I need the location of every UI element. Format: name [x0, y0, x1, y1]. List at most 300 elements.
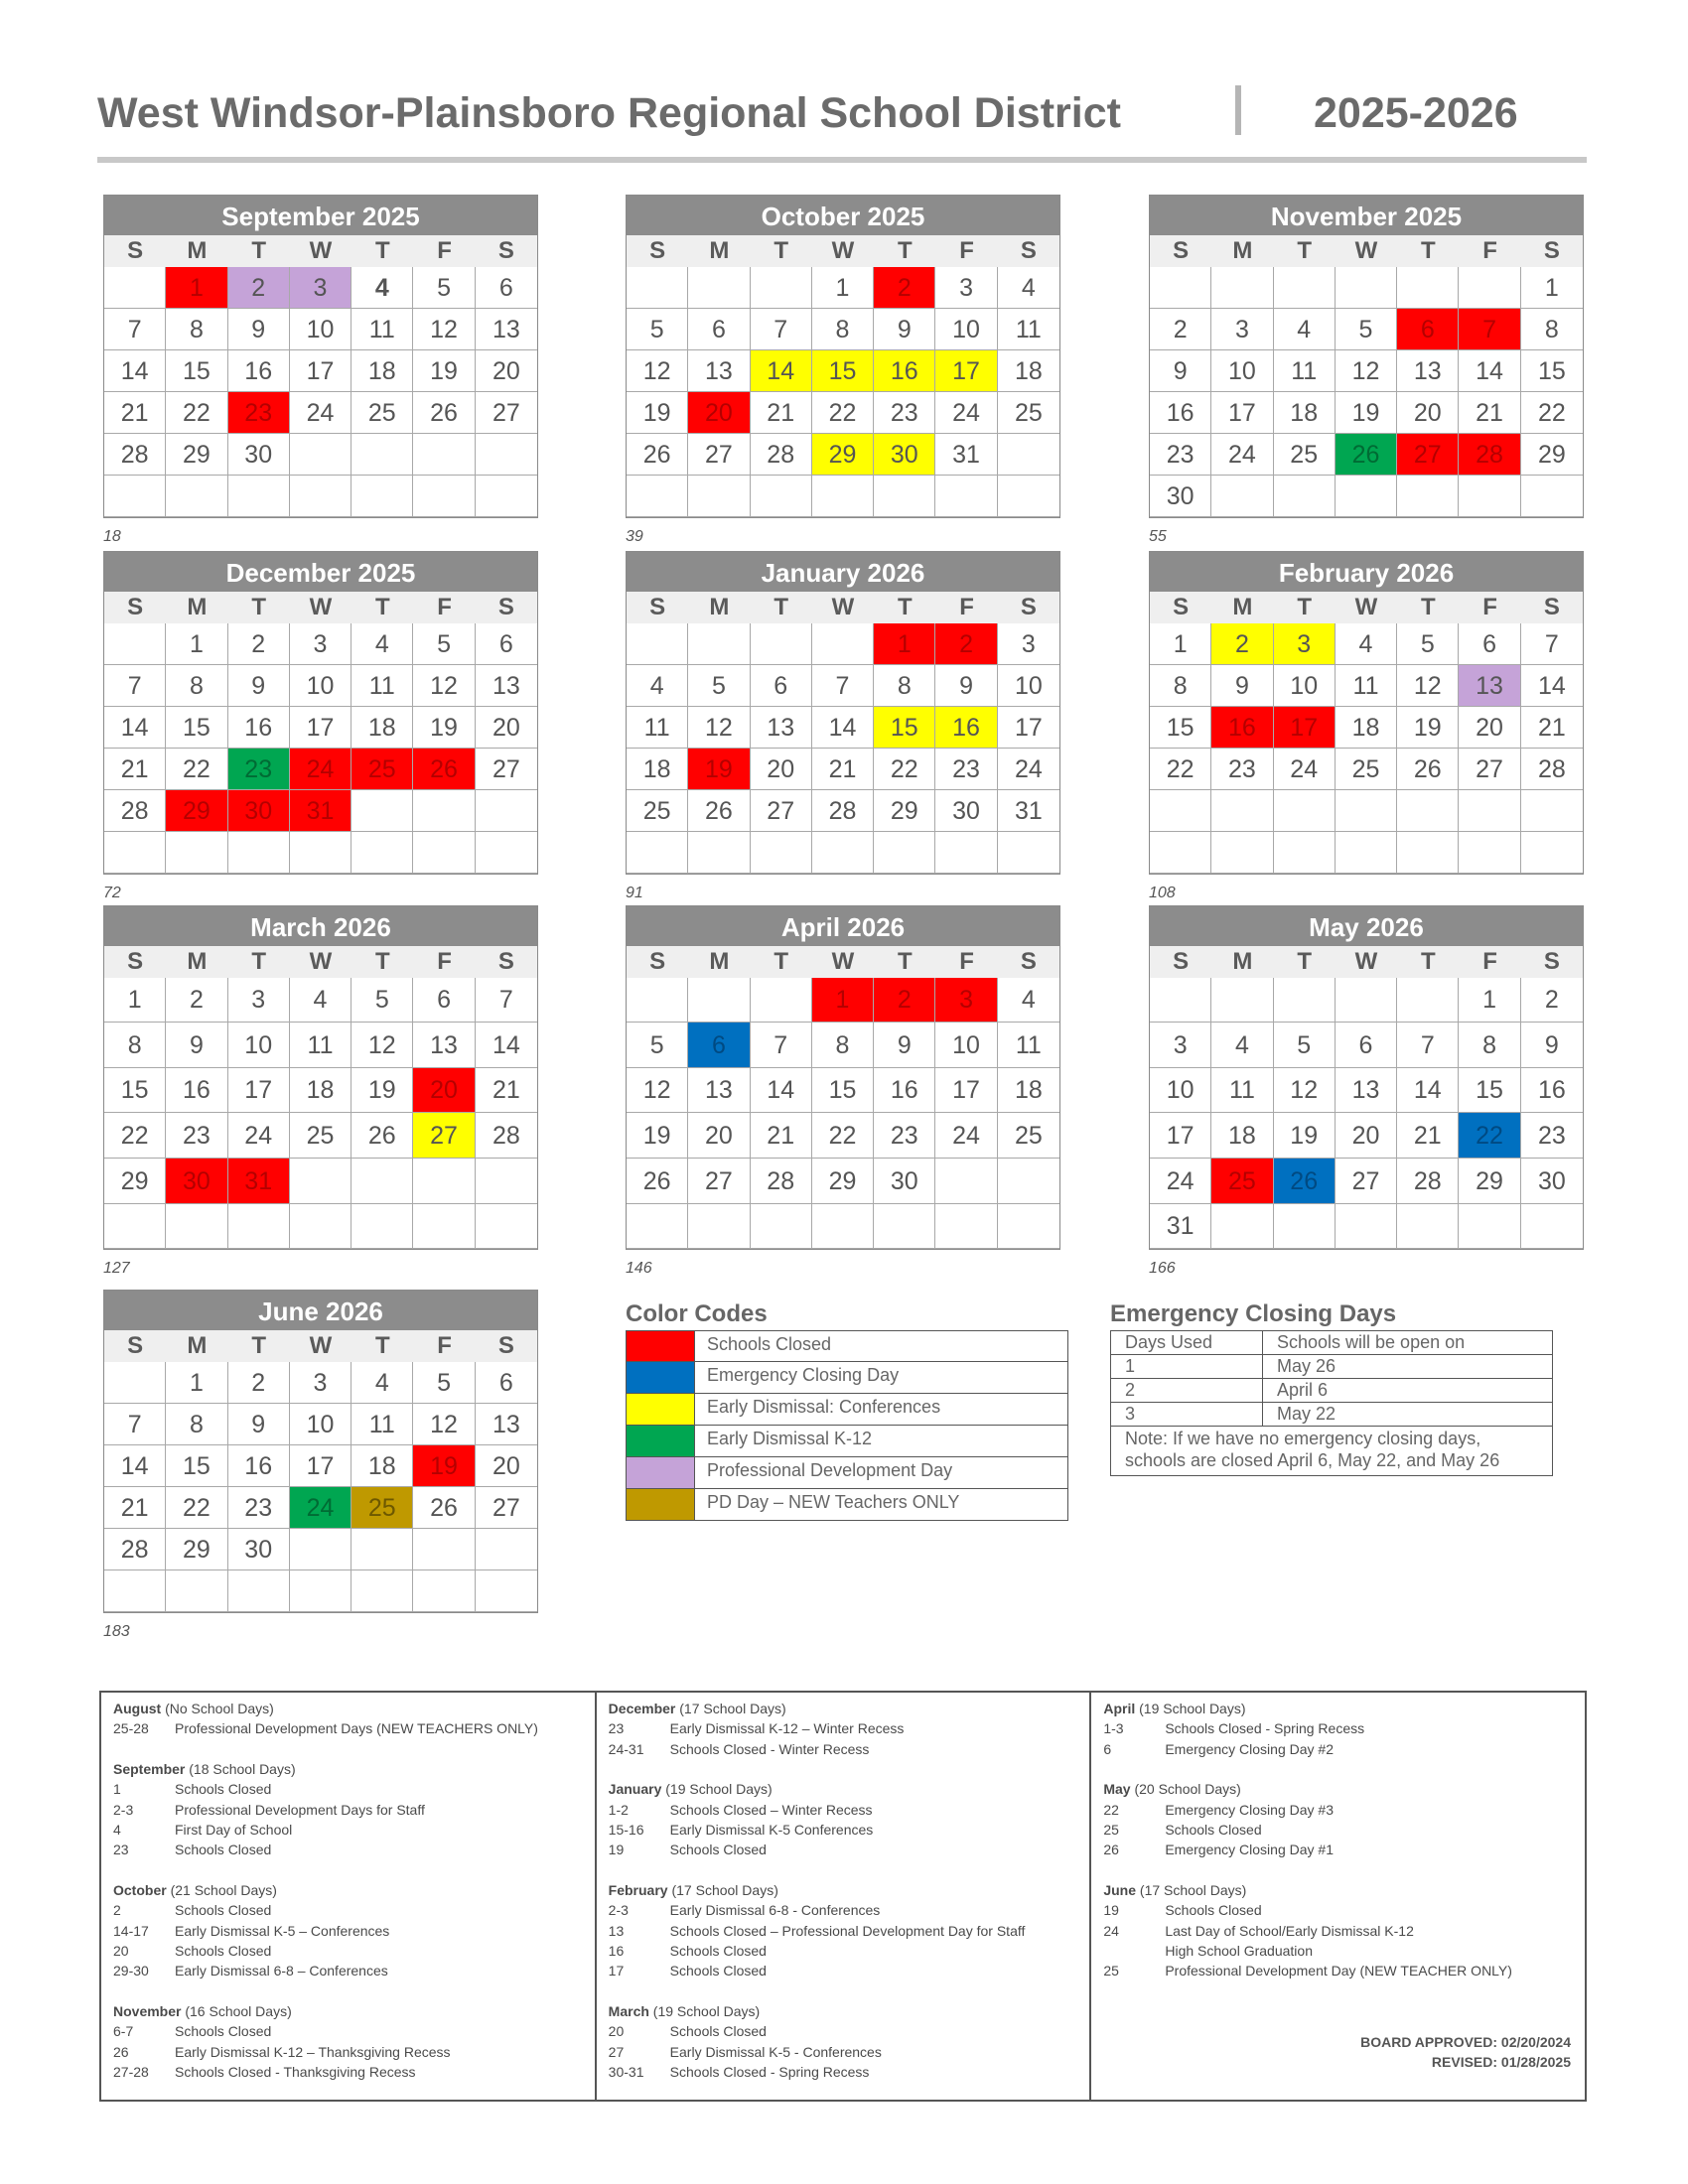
approval-stamp [1360, 2032, 1571, 2072]
weekday-label: T [374, 237, 390, 264]
cumulative-school-days: 39 [626, 528, 643, 545]
schedule-description: Schools Closed [175, 1902, 272, 1919]
schedule-description: Schools Closed [669, 1963, 767, 1979]
day-cell: 19 [1397, 707, 1459, 749]
day-cell: 27 [413, 1113, 475, 1159]
schedule-day-count: (21 School Days) [170, 1881, 277, 1898]
weekday-header [1150, 235, 1583, 267]
day-cell: 14 [104, 1445, 166, 1487]
days-used-value: 2 [1111, 1379, 1263, 1402]
day-cell: 27 [688, 434, 750, 476]
schedule-month-heading [1103, 1880, 1573, 1900]
day-cell: 17 [290, 707, 352, 749]
header-rule [97, 157, 1587, 163]
day-cell: 25 [1211, 1159, 1273, 1204]
weekday-header [104, 592, 537, 623]
day-cell: 5 [352, 978, 413, 1023]
day-cell: 9 [228, 309, 290, 350]
weekday-label: F [437, 948, 452, 975]
schedule-date: 25-28 [113, 1720, 149, 1737]
schedule-month-name: September [113, 1760, 186, 1777]
empty-cell [812, 832, 874, 874]
day-cell: 16 [228, 707, 290, 749]
day-cell: 18 [1274, 392, 1336, 434]
weekday-label: F [437, 594, 452, 620]
day-cell: 21 [1521, 707, 1583, 749]
day-cell: 31 [228, 1159, 290, 1204]
empty-cell [1336, 267, 1397, 309]
day-grid [627, 978, 1059, 1249]
schedule-column [597, 1693, 1092, 2100]
weekday-label: W [831, 594, 855, 620]
day-cell: 15 [1459, 1068, 1520, 1113]
day-cell: 19 [352, 1068, 413, 1113]
day-cell: 5 [627, 309, 688, 350]
day-cell: 12 [627, 1068, 688, 1113]
schedule-date: 15-16 [608, 1822, 644, 1839]
day-cell: 5 [1336, 309, 1397, 350]
empty-cell [413, 832, 475, 874]
day-cell: 13 [476, 665, 537, 707]
empty-cell [627, 978, 688, 1023]
month-title: January 2026 [627, 552, 1059, 592]
day-cell: 16 [228, 1445, 290, 1487]
schedule-entry [113, 1779, 583, 1799]
day-cell: 5 [1397, 623, 1459, 665]
day-cell: 4 [352, 623, 413, 665]
day-cell: 22 [812, 1113, 874, 1159]
schedule-day-count: (17 School Days) [671, 1881, 778, 1898]
day-cell: 17 [1274, 707, 1336, 749]
empty-cell [1150, 832, 1211, 874]
day-cell: 12 [627, 350, 688, 392]
day-cell: 11 [1274, 350, 1336, 392]
day-cell: 10 [1150, 1068, 1211, 1113]
schedule-day-count: (20 School Days) [1134, 1781, 1241, 1798]
day-cell: 22 [1459, 1113, 1520, 1159]
schedule-date: 23 [608, 1720, 625, 1737]
cumulative-school-days: 18 [103, 528, 121, 545]
emergency-row [1111, 1355, 1552, 1379]
day-cell: 6 [413, 978, 475, 1023]
day-cell: 15 [1150, 707, 1211, 749]
schedule-entry [113, 1718, 583, 1738]
day-grid [104, 978, 537, 1249]
empty-cell [751, 623, 812, 665]
weekday-label: T [374, 948, 390, 975]
empty-cell [290, 476, 352, 517]
day-cell: 23 [1150, 434, 1211, 476]
day-cell: 4 [352, 267, 413, 309]
schedule-entry [113, 1800, 583, 1820]
weekday-header [627, 235, 1059, 267]
schedule-date: 2-3 [113, 1801, 134, 1818]
weekday-label: S [497, 594, 514, 620]
day-cell: 20 [751, 749, 812, 790]
day-cell: 16 [1150, 392, 1211, 434]
schedule-entry [113, 2062, 583, 2082]
day-cell: 17 [1150, 1113, 1211, 1159]
emergency-row [1111, 1403, 1552, 1427]
day-cell: 16 [935, 707, 997, 749]
schedule-date: 30-31 [608, 2064, 644, 2081]
empty-cell [1521, 832, 1583, 874]
schedule-description: Early Dismissal K-5 – Conferences [175, 1922, 390, 1939]
month-january-2026 [626, 551, 1060, 875]
month-may-2026 [1149, 905, 1584, 1250]
day-cell: 22 [166, 392, 227, 434]
day-cell: 27 [476, 392, 537, 434]
weekday-label: W [1354, 594, 1378, 620]
weekday-label: S [1543, 948, 1560, 975]
weekday-label: F [959, 948, 974, 975]
day-cell: 3 [1211, 309, 1273, 350]
weekday-label: M [187, 948, 208, 975]
day-cell: 29 [812, 434, 874, 476]
schedule-month-heading [113, 1759, 583, 1779]
day-cell: 4 [352, 1362, 413, 1404]
empty-cell [998, 1159, 1059, 1204]
day-cell: 24 [228, 1113, 290, 1159]
empty-cell [688, 267, 750, 309]
day-cell: 16 [228, 350, 290, 392]
weekday-label: M [187, 1332, 208, 1359]
day-cell: 7 [751, 309, 812, 350]
empty-cell [476, 832, 537, 874]
schedule-day-count: (17 School Days) [679, 1701, 786, 1716]
emergency-table [1110, 1330, 1553, 1476]
month-title: May 2026 [1150, 906, 1583, 946]
day-cell: 9 [228, 1404, 290, 1445]
empty-cell [1274, 978, 1336, 1023]
schedule-entry [609, 1820, 1078, 1840]
day-cell: 26 [1336, 434, 1397, 476]
schedule-description: Schools Closed – Winter Recess [669, 1801, 873, 1818]
legend-item [626, 1362, 1068, 1394]
day-cell: 27 [751, 790, 812, 832]
empty-cell [413, 1529, 475, 1570]
empty-cell [1459, 267, 1520, 309]
day-cell: 4 [627, 665, 688, 707]
empty-cell [1211, 790, 1273, 832]
day-grid [104, 1362, 537, 1612]
weekday-label: T [897, 594, 913, 620]
day-cell: 24 [290, 749, 352, 790]
schedule-description: Emergency Closing Day #3 [1165, 1801, 1334, 1818]
day-cell: 2 [228, 623, 290, 665]
day-cell: 17 [1211, 392, 1273, 434]
empty-cell [627, 1204, 688, 1249]
day-cell: 5 [627, 1023, 688, 1068]
day-cell: 2 [228, 1362, 290, 1404]
schedule-entry [113, 2021, 583, 2041]
day-cell: 27 [1397, 434, 1459, 476]
days-used-value: 3 [1111, 1403, 1263, 1426]
day-cell: 21 [751, 1113, 812, 1159]
day-cell: 6 [1397, 309, 1459, 350]
schedule-description: Emergency Closing Day #2 [1165, 1740, 1334, 1757]
schedule-date: 20 [113, 1943, 129, 1960]
day-cell: 24 [1211, 434, 1273, 476]
schedule-month [609, 1779, 1078, 1860]
empty-cell [1211, 832, 1273, 874]
day-cell: 1 [1150, 623, 1211, 665]
emergency-closing-days [1110, 1300, 1553, 1476]
schedule-entry [609, 1840, 1078, 1859]
day-cell: 2 [874, 267, 935, 309]
month-title: September 2025 [104, 196, 537, 235]
empty-cell [751, 978, 812, 1023]
day-cell: 8 [874, 665, 935, 707]
day-cell: 1 [104, 978, 166, 1023]
schedule-description: Last Day of School/Early Dismissal K-12 [1165, 1922, 1414, 1939]
month-title: April 2026 [627, 906, 1059, 946]
empty-cell [688, 623, 750, 665]
weekday-label: M [709, 237, 730, 264]
legend-label: Early Dismissal: Conferences [707, 1397, 941, 1417]
day-cell: 20 [688, 1113, 750, 1159]
empty-cell [812, 1204, 874, 1249]
day-cell: 27 [476, 1487, 537, 1529]
schedule-description: Schools Closed - Winter Recess [669, 1740, 870, 1757]
day-cell: 10 [228, 1023, 290, 1068]
day-cell: 12 [352, 1023, 413, 1068]
weekday-label: S [497, 948, 514, 975]
weekday-label: M [1232, 594, 1253, 620]
empty-cell [812, 623, 874, 665]
weekday-header [104, 235, 537, 267]
day-cell: 27 [476, 749, 537, 790]
weekday-label: S [127, 237, 144, 264]
day-cell: 11 [352, 1404, 413, 1445]
empty-cell [290, 1570, 352, 1612]
schedule-date: 13 [608, 1922, 625, 1939]
empty-cell [104, 1362, 166, 1404]
day-cell: 18 [352, 707, 413, 749]
empty-cell [1336, 978, 1397, 1023]
schedule-date: 22 [1103, 1801, 1119, 1818]
open-on-value: May 26 [1277, 1356, 1336, 1376]
empty-cell [1397, 267, 1459, 309]
empty-cell [290, 434, 352, 476]
day-cell: 4 [1336, 623, 1397, 665]
schedule-entry [1103, 1900, 1573, 1920]
schedule-month-name: October [113, 1881, 167, 1898]
day-cell: 5 [413, 623, 475, 665]
district-title: West Windsor-Plainsboro Regional School District [97, 89, 1121, 137]
day-cell: 19 [1274, 1113, 1336, 1159]
month-june-2026 [103, 1290, 538, 1613]
schedule-day-count: (17 School Days) [1139, 1881, 1247, 1898]
empty-cell [1336, 1204, 1397, 1249]
empty-cell [874, 476, 935, 517]
day-cell: 22 [104, 1113, 166, 1159]
day-cell: 22 [1521, 392, 1583, 434]
empty-cell [1336, 476, 1397, 517]
day-cell: 13 [1459, 665, 1520, 707]
day-cell: 26 [688, 790, 750, 832]
weekday-label: F [1482, 594, 1497, 620]
day-cell: 28 [104, 1529, 166, 1570]
day-grid [627, 267, 1059, 517]
cumulative-school-days: 183 [103, 1623, 130, 1640]
empty-cell [166, 476, 227, 517]
cumulative-school-days: 55 [1149, 528, 1167, 545]
weekday-header [104, 946, 537, 978]
schedule-month-name: February [608, 1881, 668, 1898]
schedule-date: 25 [1103, 1822, 1119, 1839]
legend-item [626, 1330, 1068, 1362]
schedule-entry [113, 1941, 583, 1961]
empty-cell [352, 434, 413, 476]
emergency-header-row [1111, 1331, 1552, 1355]
day-cell: 8 [812, 1023, 874, 1068]
day-cell: 6 [476, 267, 537, 309]
empty-cell [1397, 832, 1459, 874]
day-cell: 12 [1274, 1068, 1336, 1113]
day-cell: 28 [812, 790, 874, 832]
schedule-entry [1103, 1921, 1573, 1941]
weekday-label: M [1232, 237, 1253, 264]
schedule-description: Schools Closed [669, 1943, 767, 1960]
empty-cell [1274, 1204, 1336, 1249]
day-cell: 8 [104, 1023, 166, 1068]
weekday-label: S [649, 948, 666, 975]
schedule-date: 1 [113, 1781, 121, 1798]
day-cell: 7 [104, 1404, 166, 1445]
day-cell: 12 [413, 665, 475, 707]
legend-swatch [627, 1362, 695, 1393]
day-cell: 12 [1397, 665, 1459, 707]
weekday-label: W [1354, 948, 1378, 975]
day-cell: 30 [874, 434, 935, 476]
weekday-header [104, 1330, 537, 1362]
day-cell: 25 [998, 392, 1059, 434]
day-cell: 1 [874, 623, 935, 665]
day-cell: 23 [935, 749, 997, 790]
day-cell: 18 [627, 749, 688, 790]
day-cell: 11 [1336, 665, 1397, 707]
day-cell: 10 [935, 309, 997, 350]
open-on-header: Schools will be open on [1277, 1332, 1466, 1352]
empty-cell [104, 267, 166, 309]
schedule-entry [1103, 1840, 1573, 1859]
schedule-month [113, 1880, 583, 1981]
day-cell: 23 [228, 392, 290, 434]
month-title: December 2025 [104, 552, 537, 592]
day-grid [1150, 267, 1583, 517]
day-cell: 10 [998, 665, 1059, 707]
cumulative-school-days: 91 [626, 885, 643, 901]
schedule-description: Schools Closed [1165, 1902, 1262, 1919]
schedule-description: Early Dismissal 6-8 – Conferences [175, 1963, 388, 1979]
days-used-value: 1 [1111, 1355, 1263, 1378]
legend-label: Schools Closed [707, 1334, 832, 1354]
schedule-date: 26 [113, 2043, 129, 2060]
day-cell: 7 [812, 665, 874, 707]
legend-item [626, 1394, 1068, 1426]
schedule-description: Early Dismissal K-12 – Winter Recess [669, 1720, 905, 1737]
day-cell: 14 [476, 1023, 537, 1068]
month-september-2025 [103, 195, 538, 518]
schedule-date: 27 [608, 2043, 625, 2060]
day-cell: 25 [290, 1113, 352, 1159]
day-cell: 15 [166, 707, 227, 749]
cumulative-school-days: 127 [103, 1260, 130, 1277]
day-cell: 30 [228, 1529, 290, 1570]
day-cell: 18 [1211, 1113, 1273, 1159]
empty-cell [413, 1570, 475, 1612]
empty-cell [751, 1204, 812, 1249]
day-cell: 14 [104, 350, 166, 392]
schedule-date: 17 [608, 1963, 625, 1979]
day-cell: 13 [413, 1023, 475, 1068]
day-cell: 8 [1150, 665, 1211, 707]
weekday-label: S [1173, 237, 1190, 264]
cumulative-school-days: 108 [1149, 885, 1176, 901]
day-cell: 30 [874, 1159, 935, 1204]
emergency-title: Emergency Closing Days [1110, 1300, 1397, 1327]
day-cell: 12 [413, 309, 475, 350]
day-cell: 23 [874, 1113, 935, 1159]
empty-cell [476, 1570, 537, 1612]
schedule-day-count: (16 School Days) [185, 2002, 292, 2019]
empty-cell [413, 476, 475, 517]
day-cell: 1 [812, 978, 874, 1023]
day-cell: 3 [935, 978, 997, 1023]
day-cell: 14 [751, 350, 812, 392]
empty-cell [228, 832, 290, 874]
day-cell: 29 [166, 790, 227, 832]
schedule-description: Schools Closed [669, 1842, 767, 1858]
day-cell: 7 [104, 665, 166, 707]
empty-cell [1211, 1204, 1273, 1249]
day-cell: 7 [1459, 309, 1520, 350]
day-cell: 13 [476, 309, 537, 350]
day-cell: 9 [166, 1023, 227, 1068]
day-cell: 15 [874, 707, 935, 749]
board-approved-date: BOARD APPROVED: 02/20/2024 [1360, 2034, 1572, 2050]
schedule-description: Early Dismissal K-12 – Thanksgiving Recess [175, 2043, 451, 2060]
empty-cell [1397, 790, 1459, 832]
day-cell: 6 [476, 1362, 537, 1404]
day-cell: 30 [166, 1159, 227, 1204]
schedule-description: Early Dismissal K-5 - Conferences [669, 2043, 882, 2060]
weekday-label: T [251, 237, 267, 264]
day-cell: 13 [751, 707, 812, 749]
empty-cell [1459, 832, 1520, 874]
day-cell: 31 [1150, 1204, 1211, 1249]
day-cell: 10 [290, 665, 352, 707]
schedule-description: Schools Closed [175, 1943, 272, 1960]
day-cell: 3 [998, 623, 1059, 665]
day-cell: 23 [1521, 1113, 1583, 1159]
schedule-entry [609, 1800, 1078, 1820]
cumulative-school-days: 166 [1149, 1260, 1176, 1277]
schedule-date: 1-3 [1103, 1720, 1124, 1737]
empty-cell [290, 832, 352, 874]
day-cell: 28 [751, 1159, 812, 1204]
schedule-description: Schools Closed [175, 1781, 272, 1798]
schedule-month [113, 2001, 583, 2083]
month-december-2025 [103, 551, 538, 875]
empty-cell [688, 1204, 750, 1249]
day-cell: 8 [812, 309, 874, 350]
revised-date: REVISED: 01/28/2025 [1431, 2054, 1572, 2070]
weekday-label: T [897, 948, 913, 975]
legend-label: Professional Development Day [707, 1460, 953, 1480]
month-title: February 2026 [1150, 552, 1583, 592]
